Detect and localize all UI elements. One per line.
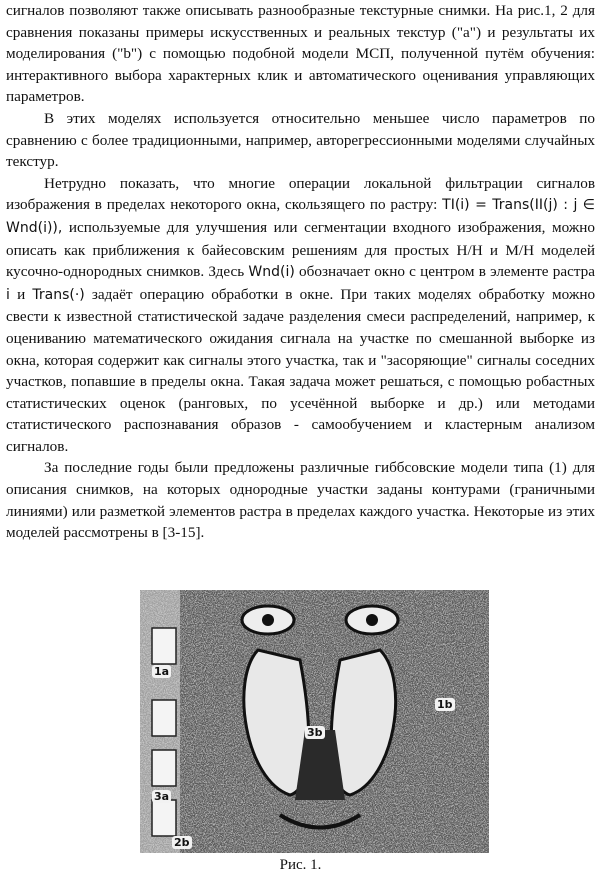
p3-end: задаёт операцию обработки в окне. При таких моделях обработку можно свести к известной статистической задаче разделения смеси распределений, например, к оцениванию математического ожидания сигнала на участке по смешанной выборке из окна, которая содержит как сигналы этого участка, так и "засоряющие" сигналы соседних участков, попавшие в пределы окна. Такая задача может решаться, с помощью робастных статистических оценок (ранговых, по усечённой выборке и др.) или методами статистического распознавания образов - самообучением и кластерным анализом сигналов. bbox=[6, 285, 596, 455]
paragraph-1: сигналов позволяют также описывать разнообразные текстурные снимки. На рис.1, 2 для сравнения показаны примеры искусственных и реальных текстур ("a") и результаты их моделирования ("b") с помощью подобной модели МСП, полученной путём обучения: интерактивного выбора характерных клик и автоматического оценивания управляющих параметров. bbox=[6, 2, 595, 106]
wnd-symbol: Wnd(i) bbox=[248, 264, 295, 281]
p3-mid-2: и bbox=[17, 285, 26, 303]
label-2b: 2b bbox=[174, 836, 190, 849]
paragraph-4: За последние годы были предложены различные гиббсовские модели типа (1) для описания снимков, на которых однородные участки заданы контурами (граничными линиями) или разметкой элементов растра в пределах каждого участка. Некоторые из этих моделей рассмотрены в [3-15]. bbox=[6, 459, 595, 542]
paragraph-2: В этих моделях используется относительно меньшее число параметров по сравнению с более традиционными, например, авторегрессионными моделями случайных текстур. bbox=[6, 109, 595, 171]
paragraph-3 bbox=[6, 173, 595, 458]
i-symbol: i bbox=[6, 286, 10, 303]
figure-caption: Рис. 1. bbox=[279, 857, 322, 873]
label-3b: 3b bbox=[307, 726, 323, 739]
trans-symbol: Trans(·) bbox=[32, 286, 85, 303]
figure-image bbox=[140, 590, 489, 853]
formula: TI(i) = Trans(II(j) : j ∈ Wnd(i)), bbox=[6, 197, 595, 236]
label-1b: 1b bbox=[437, 698, 453, 711]
label-1a: 1a bbox=[154, 665, 170, 678]
p3-intro: Нетрудно показать, что многие операции локальной фильтрации сигналов изображения в пределах некоторого окна, скользящего по растру: bbox=[6, 174, 595, 214]
label-3a: 3a bbox=[154, 790, 170, 803]
p3-mid-1: обозначает окно с центром в элементе растра bbox=[299, 263, 596, 281]
figure-mandrill-textures bbox=[140, 590, 489, 853]
p3-after-formula: используемые для улучшения или сегментации входного изображения, можно описать как приближения к байесовским решениям для простых Н/Н и М/Н моделей кусочно-однородных снимков. Здесь bbox=[6, 218, 596, 281]
body-text bbox=[6, 0, 595, 544]
